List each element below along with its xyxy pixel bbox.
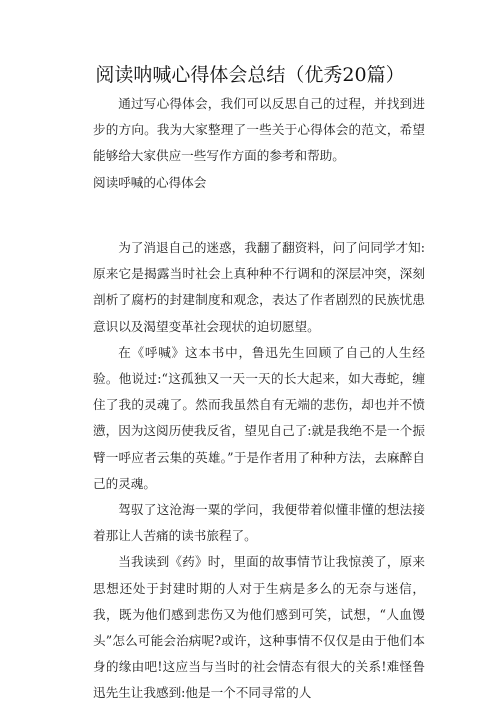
intro-paragraph: 通过写心得体会，我们可以反思自己的过程，并找到进步的方向。我为大家整理了一些关于心得体会的范文，希望能够给大家供应一些写作方面的参考和帮助。 [93,96,425,164]
section-subheading: 阅读呼喊的心得体会 [93,175,207,190]
main-body [93,235,425,707]
body-paragraph-4: 当我读到《药》时，里面的故事情节让我惊羡了，原来思想还处于封建时期的人对于生病是多么的无奈与迷信，我，既为他们感到悲伤又为他们感到可笑，试想，“人血馒头”怎么可能会治病呢?或许，这种事情不仅仅是由于他们本身的缘由吧!这应当与当时的社会情态有很大的关系!难怪鲁迅先生让我感到:他是一个不同寻常的人 [93,554,425,701]
intro-section [93,91,425,170]
body-paragraph-2: 在《呼喊》这本书中，鲁迅先生回顾了自己的人生经验。他说过:“这孤独又一天一天的长大起来，如大毒蛇，缠住了我的灵魂了。然而我虽然自有无端的悲伤，却也并不愤懑，因为这阅历使我反省，望见自己了:就是我绝不是一个振臂一呼应者云集的英雄。”于是作者用了种种方法，去麻醉自己的灵魂。 [93,344,425,491]
document-title: 阅读呐喊心得体会总结（优秀20篇） [95,64,405,86]
body-paragraph-3: 驾驭了这沧海一粟的学问，我便带着似懂非懂的想法接着那让人苦痛的读书旅程了。 [93,502,425,544]
body-paragraph-1: 为了消退自己的迷惑，我翻了翻资料，问了问同学才知:原来它是揭露当时社会上真种种不行调和的深层冲突，深刻剖析了腐朽的封建制度和观念，表达了作者剧烈的民族忧患意识以及渴望变革社会现状的迫切愿望。 [93,240,425,334]
